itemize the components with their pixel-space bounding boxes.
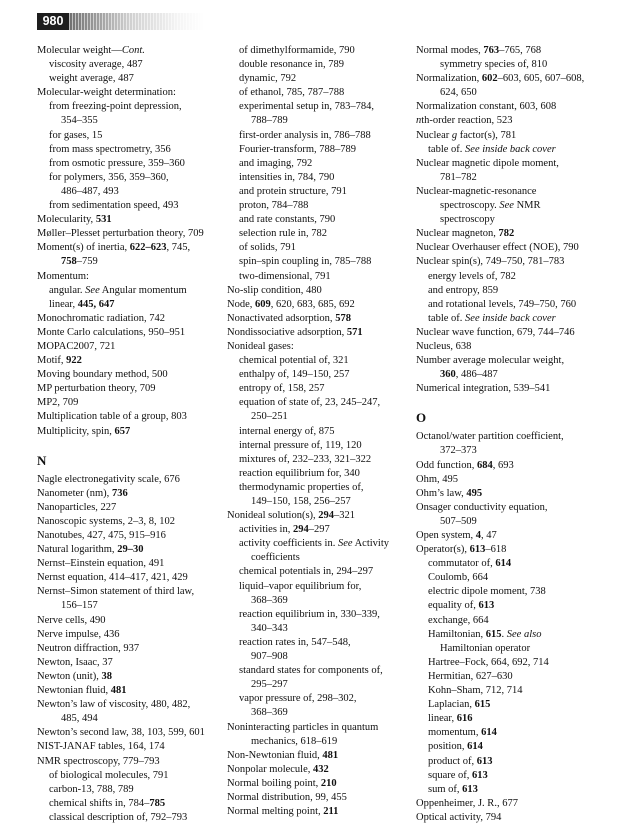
index-entry: MOPAC2007, 721 bbox=[37, 340, 116, 352]
index-subentry: 758–759 bbox=[61, 256, 98, 268]
index-subentry: mixtures of, 232–233, 321–322 bbox=[239, 453, 372, 465]
index-subentry: linear, 616 bbox=[428, 713, 473, 725]
index-subentry: of dimethylformamide, 790 bbox=[239, 45, 355, 56]
index-subentry: exchange, 664 bbox=[428, 614, 489, 626]
index-entry: Nuclear-magnetic-resonance bbox=[416, 185, 537, 197]
index-subentry: of ethanol, 785, 787–788 bbox=[239, 87, 345, 99]
index-subentry: Kohn–Sham, 712, 714 bbox=[428, 685, 523, 697]
index-subentry: reaction rates in, 547–548, bbox=[239, 636, 351, 648]
index-subentry: table of. See inside back cover bbox=[428, 143, 556, 155]
index-subentry: 368–369 bbox=[251, 594, 288, 606]
index-entry: Nuclear g factor(s), 781 bbox=[416, 129, 517, 141]
index-entry: Numerical integration, 539–541 bbox=[416, 383, 551, 395]
index-subentry: momentum, 614 bbox=[428, 727, 497, 739]
index-entry: Nerve impulse, 436 bbox=[37, 628, 120, 640]
index-subentry: symmetry species of, 810 bbox=[440, 59, 548, 71]
index-subentry: 149–150, 158, 256–257 bbox=[251, 496, 351, 507]
index-subentry: spectroscopy bbox=[440, 214, 495, 226]
index-subentry: reaction equilibrium in, 330–339, bbox=[239, 608, 380, 620]
index-subentry: mechanics, 618–619 bbox=[251, 735, 338, 747]
index-subentry: commutator of, 614 bbox=[428, 558, 512, 570]
index-subentry: classical description of, 792–793 bbox=[49, 811, 188, 823]
index-entry: Open system, 4, 47 bbox=[416, 530, 497, 541]
index-subentry: 340–343 bbox=[251, 622, 288, 634]
index-subentry: Laplacian, 615 bbox=[428, 699, 491, 711]
index-subentry: 156–157 bbox=[61, 600, 98, 612]
index-entry: Number average molecular weight, bbox=[416, 355, 565, 367]
index-subentry: and imaging, 792 bbox=[239, 157, 313, 169]
index-subentry: Fourier-transform, 788–789 bbox=[239, 143, 357, 155]
index-subentry: for gases, 15 bbox=[49, 129, 103, 141]
index-entry: Onsager conductivity equation, bbox=[416, 501, 548, 513]
index-column-2 bbox=[227, 44, 410, 819]
index-entry: MP perturbation theory, 709 bbox=[37, 383, 156, 395]
index-subentry: equality of, 613 bbox=[428, 600, 495, 612]
index-entry: Newtonian fluid, 481 bbox=[37, 685, 127, 697]
index-subentry: chemical shifts in, 784–785 bbox=[49, 797, 166, 809]
index-entry: Monochromatic radiation, 742 bbox=[37, 312, 166, 324]
index-subentry: energy levels of, 782 bbox=[428, 270, 516, 282]
index-entry: Molecular weight—Cont. bbox=[37, 45, 145, 56]
index-subentry: first-order analysis in, 786–788 bbox=[239, 129, 371, 141]
index-subentry: double resonance in, 789 bbox=[239, 59, 344, 71]
index-entry: Nanoparticles, 227 bbox=[37, 501, 117, 513]
index-entry: Molecularity, 531 bbox=[37, 214, 112, 226]
index-entry: Nuclear magneton, 782 bbox=[416, 228, 515, 240]
index-entry: Nonideal solution(s), 294–321 bbox=[227, 510, 356, 522]
index-subentry: entropy of, 158, 257 bbox=[239, 383, 325, 395]
index-subentry: chemical potential of, 321 bbox=[239, 355, 349, 367]
index-entry: Normal melting point, 211 bbox=[227, 806, 339, 818]
index-entry: Non-Newtonian fluid, 481 bbox=[227, 749, 339, 761]
index-subentry: spectroscopy. See NMR bbox=[440, 200, 541, 212]
index-subentry: proton, 784–788 bbox=[239, 200, 309, 212]
index-subentry: 624, 650 bbox=[440, 87, 477, 99]
index-entry: Normal boiling point, 210 bbox=[227, 777, 337, 789]
index-subentry: 788–789 bbox=[251, 115, 288, 127]
index-subentry: standard states for components of, bbox=[239, 665, 383, 677]
index-entry: Nernst equation, 414–417, 421, 429 bbox=[37, 572, 188, 584]
index-entry: Nuclear spin(s), 749–750, 781–783 bbox=[416, 256, 565, 268]
index-subentry: from sedimentation speed, 493 bbox=[49, 200, 179, 212]
index-entry: Normal modes, 763–765, 768 bbox=[416, 45, 542, 56]
index-column-3 bbox=[416, 44, 599, 825]
index-entry: NMR spectroscopy, 779–793 bbox=[37, 755, 160, 767]
index-subentry: and entropy, 859 bbox=[428, 284, 499, 296]
index-subentry: sum of, 613 bbox=[428, 783, 478, 795]
index-entry: Nuclear wave function, 679, 744–746 bbox=[416, 326, 575, 338]
index-subentry: from osmotic pressure, 359–360 bbox=[49, 157, 185, 169]
index-entry: Multiplication table of a group, 803 bbox=[37, 411, 187, 423]
index-subentry: 372–373 bbox=[440, 445, 477, 457]
index-subentry: 781–782 bbox=[440, 171, 477, 183]
index-subentry: table of. See inside back cover bbox=[428, 312, 556, 324]
index-subentry: intensities in, 784, 790 bbox=[239, 171, 335, 183]
index-subentry: 360, 486–487 bbox=[440, 369, 498, 381]
index-subentry: Hartree–Fock, 664, 692, 714 bbox=[428, 656, 549, 668]
index-entry: NIST-JANAF tables, 164, 174 bbox=[37, 741, 165, 753]
index-entry: Normalization constant, 603, 608 bbox=[416, 101, 557, 113]
index-entry: Newton (unit), 38 bbox=[37, 670, 112, 682]
index-entry: Nucleus, 638 bbox=[416, 340, 472, 352]
header-gradient-bar bbox=[69, 13, 204, 30]
index-entry: Nanometer (nm), 736 bbox=[37, 487, 128, 499]
index-entry: Moving boundary method, 500 bbox=[37, 369, 168, 381]
index-subentry: thermodynamic properties of, bbox=[239, 481, 364, 493]
index-entry: Normalization, 602–603, 605, 607–608, bbox=[416, 73, 585, 85]
index-entry: Newton’s second law, 38, 103, 599, 601 bbox=[37, 727, 205, 739]
index-subentry: weight average, 487 bbox=[49, 73, 134, 85]
index-subentry: equation of state of, 23, 245–247, bbox=[239, 397, 381, 409]
index-entry: Monte Carlo calculations, 950–951 bbox=[37, 326, 186, 338]
index-subentry: experimental setup in, 783–784, bbox=[239, 101, 375, 113]
index-entry: Newton, Isaac, 37 bbox=[37, 656, 113, 668]
index-entry: Nondissociative adsorption, 571 bbox=[227, 326, 363, 338]
index-entry: Nuclear Overhauser effect (NOE), 790 bbox=[416, 242, 579, 254]
index-entry: Molecular-weight determination: bbox=[37, 87, 176, 99]
index-subentry: activity coefficients in. See Activity bbox=[239, 538, 389, 550]
index-entry: Neutron diffraction, 937 bbox=[37, 642, 140, 654]
index-entry: Nanoscopic systems, 2–3, 8, 102 bbox=[37, 515, 175, 527]
index-entry: MP2, 709 bbox=[37, 397, 79, 409]
index-entry: Octanol/water partition coefficient, bbox=[416, 431, 564, 443]
index-entry: Momentum: bbox=[37, 270, 89, 282]
index-entry: Multiplicity, spin, 657 bbox=[37, 425, 131, 437]
index-subentry: and rotational levels, 749–750, 760 bbox=[428, 298, 577, 310]
index-subentry: and rate constants, 790 bbox=[239, 214, 336, 226]
index-entry: Normal distribution, 99, 455 bbox=[227, 791, 347, 803]
index-subentry: Hamiltonian operator bbox=[440, 642, 531, 654]
index-subentry: viscosity average, 487 bbox=[49, 59, 143, 71]
section-letter: N bbox=[37, 452, 47, 468]
index-subentry: from mass spectrometry, 356 bbox=[49, 143, 171, 155]
index-entry: Nernst–Simon statement of third law, bbox=[37, 586, 195, 598]
index-subentry: chemical potentials in, 294–297 bbox=[239, 566, 374, 578]
index-subentry: angular. See Angular momentum bbox=[49, 284, 187, 296]
index-entry: Nonpolar molecule, 432 bbox=[227, 763, 329, 775]
index-subentry: 250–251 bbox=[251, 411, 288, 423]
index-subentry: carbon-13, 788, 789 bbox=[49, 783, 134, 795]
index-subentry: 507–509 bbox=[440, 515, 477, 527]
index-entry: Nonactivated adsorption, 578 bbox=[227, 312, 351, 324]
index-subentry: liquid–vapor equilibrium for, bbox=[239, 580, 362, 592]
index-subentry: of solids, 791 bbox=[239, 242, 296, 254]
index-subentry: selection rule in, 782 bbox=[239, 228, 328, 240]
index-entry: Natural logarithm, 29–30 bbox=[37, 544, 144, 556]
index-entry: Newton’s law of viscosity, 480, 482, bbox=[37, 699, 191, 711]
index-subentry: 486–487, 493 bbox=[61, 185, 119, 197]
index-entry: Nanotubes, 427, 475, 915–916 bbox=[37, 530, 166, 541]
index-subentry: two-dimensional, 791 bbox=[239, 270, 331, 282]
index-subentry: Hamiltonian, 615. See also bbox=[428, 628, 542, 640]
index-entry: Noninteracting particles in quantum bbox=[227, 721, 379, 733]
index-subentry: 354–355 bbox=[61, 115, 98, 127]
index-subentry: position, 614 bbox=[428, 741, 483, 753]
index-entry: nth-order reaction, 523 bbox=[416, 115, 513, 127]
index-entry: Ohm’s law, 495 bbox=[416, 487, 483, 499]
index-entry: No-slip condition, 480 bbox=[227, 284, 322, 296]
index-entry: Oppenheimer, J. R., 677 bbox=[416, 797, 518, 809]
index-subentry: Coulomb, 664 bbox=[428, 572, 489, 584]
page-number: 980 bbox=[37, 13, 69, 30]
index-entry: Optical activity, 794 bbox=[416, 811, 502, 823]
index-subentry: activities in, 294–297 bbox=[239, 524, 330, 536]
index-subentry: 485, 494 bbox=[61, 713, 98, 725]
index-subentry: 295–297 bbox=[251, 679, 288, 691]
index-subentry: product of, 613 bbox=[428, 755, 493, 767]
index-column-1 bbox=[37, 44, 220, 825]
index-subentry: from freezing-point depression, bbox=[49, 101, 182, 113]
index-subentry: 368–369 bbox=[251, 707, 288, 719]
index-subentry: coefficients bbox=[251, 552, 300, 564]
index-subentry: Hermitian, 627–630 bbox=[428, 670, 513, 682]
index-entry: Odd function, 684, 693 bbox=[416, 459, 514, 471]
index-entry: Operator(s), 613–618 bbox=[416, 544, 507, 556]
index-subentry: square of, 613 bbox=[428, 769, 488, 781]
index-entry: Motif, 922 bbox=[37, 355, 82, 367]
index-subentry: reaction equilibrium for, 340 bbox=[239, 467, 360, 479]
index-subentry: internal pressure of, 119, 120 bbox=[239, 439, 362, 451]
index-subentry: enthalpy of, 149–150, 257 bbox=[239, 369, 350, 381]
index-subentry: vapor pressure of, 298–302, bbox=[239, 693, 357, 705]
index-entry: Nernst–Einstein equation, 491 bbox=[37, 558, 165, 570]
index-entry: Møller–Plesset perturbation theory, 709 bbox=[37, 228, 204, 240]
index-subentry: internal energy of, 875 bbox=[239, 425, 335, 437]
index-entry: Moment(s) of inertia, 622–623, 745, bbox=[37, 242, 191, 254]
index-entry: Node, 609, 620, 683, 685, 692 bbox=[227, 298, 355, 310]
index-entry: Nerve cells, 490 bbox=[37, 614, 106, 626]
index-entry: Nonideal gases: bbox=[227, 340, 294, 352]
index-subentry: and protein structure, 791 bbox=[239, 185, 347, 197]
index-subentry: spin–spin coupling in, 785–788 bbox=[239, 256, 372, 268]
section-letter: O bbox=[416, 410, 427, 426]
index-subentry: for polymers, 356, 359–360, bbox=[49, 171, 169, 183]
index-subentry: dynamic, 792 bbox=[239, 73, 297, 85]
page-header bbox=[37, 13, 207, 31]
index-subentry: electric dipole moment, 738 bbox=[428, 586, 546, 598]
index-entry: Ohm, 495 bbox=[416, 473, 458, 485]
index-subentry: linear, 445, 647 bbox=[49, 298, 115, 310]
index-entry: Nuclear magnetic dipole moment, bbox=[416, 157, 559, 169]
index-subentry: 907–908 bbox=[251, 651, 288, 663]
index-subentry: of biological molecules, 791 bbox=[49, 769, 169, 781]
index-entry: Nagle electronegativity scale, 676 bbox=[37, 473, 180, 485]
